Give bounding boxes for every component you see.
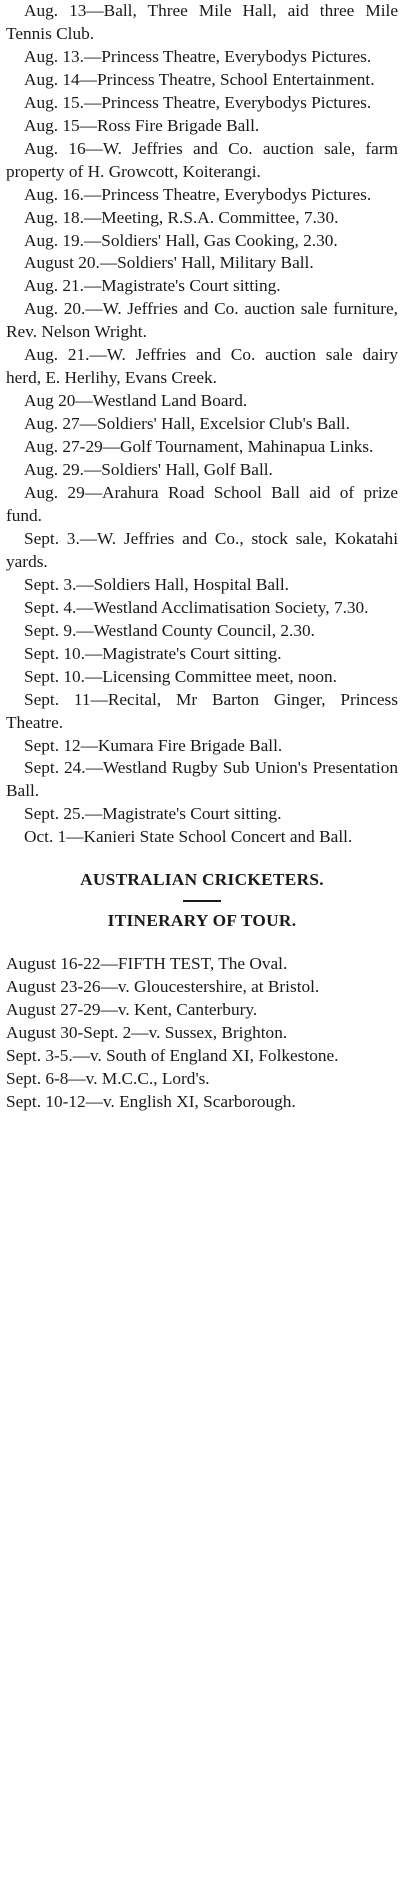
fixture-entry: August 23-26—v. Gloucestershire, at Bristol. bbox=[6, 977, 320, 997]
event-entry: Aug. 18.—Meeting, R.S.A. Committee, 7.30. bbox=[24, 207, 339, 227]
fixture-entry: Sept. 10-12—v. English XI, Scarborough. bbox=[6, 1091, 296, 1111]
event-entry: Aug. 15.—Princess Theatre, Everybodys Pictures. bbox=[24, 92, 372, 112]
event-entry: Aug. 27-29—Golf Tournament, Mahinapua Links. bbox=[24, 437, 374, 457]
event-entry: Aug. 29.—Soldiers' Hall, Golf Ball. bbox=[24, 460, 273, 480]
event-entry: Aug. 13—Ball, Three Mile Hall, aid three Mile Tennis Club. bbox=[6, 1, 398, 43]
cricket-section bbox=[6, 869, 398, 1114]
newspaper-column bbox=[6, 0, 398, 1114]
section-heading: AUSTRALIAN CRICKETERS. bbox=[80, 870, 324, 890]
event-entry: Aug. 21.—W. Jeffries and Co. auction sale dairy herd, E. Herlihy, Evans Creek. bbox=[6, 345, 398, 388]
event-entry: Sept. 3.—W. Jeffries and Co., stock sale, Kokatahi yards. bbox=[6, 528, 398, 571]
event-entry: Aug 20—Westland Land Board. bbox=[24, 391, 248, 411]
event-entry: Aug. 16.—Princess Theatre, Everybodys Pictures. bbox=[24, 184, 372, 204]
event-entry: Sept. 11—Recital, Mr Barton Ginger, Princess Theatre. bbox=[6, 689, 398, 732]
event-entry: Sept. 24.—Westland Rugby Sub Union's Presentation Ball. bbox=[6, 758, 398, 801]
fixture-entry: Sept. 6-8—v. M.C.C., Lord's. bbox=[6, 1068, 210, 1088]
divider bbox=[183, 900, 221, 902]
fixture-entry: August 16-22—FIFTH TEST, The Oval. bbox=[6, 954, 288, 974]
event-entry: Oct. 1—Kanieri State School Concert and Ball. bbox=[24, 827, 353, 847]
fixture-entry: Sept. 3-5.—v. South of England XI, Folkestone. bbox=[6, 1045, 339, 1065]
event-entry: Aug. 16—W. Jeffries and Co. auction sale, farm property of H. Growcott, Koiterangi. bbox=[6, 138, 398, 181]
event-entry: Aug. 15—Ross Fire Brigade Ball. bbox=[24, 115, 260, 135]
section-subheading: ITINERARY OF TOUR. bbox=[107, 911, 297, 931]
event-entry: Sept. 25.—Magistrate's Court sitting. bbox=[24, 804, 282, 824]
event-entry: Aug. 19.—Soldiers' Hall, Gas Cooking, 2.30. bbox=[24, 230, 338, 250]
event-entry: Sept. 10.—Magistrate's Court sitting. bbox=[24, 643, 282, 663]
event-entry: Aug. 27—Soldiers' Hall, Excelsior Club's Ball. bbox=[24, 414, 350, 434]
fixture-entry: August 27-29—v. Kent, Canterbury. bbox=[6, 1000, 258, 1020]
event-entry: Aug. 20.—W. Jeffries and Co. auction sale furniture, Rev. Nelson Wright. bbox=[6, 299, 398, 342]
fixture-entry: August 30-Sept. 2—v. Sussex, Brighton. bbox=[6, 1023, 288, 1043]
event-entry: Aug. 14—Princess Theatre, School Entertainment. bbox=[24, 69, 375, 89]
event-entry: Aug. 29—Arahura Road School Ball aid of prize fund. bbox=[6, 483, 398, 525]
event-entry: August 20.—Soldiers' Hall, Military Ball. bbox=[24, 253, 314, 273]
event-entry: Sept. 10.—Licensing Committee meet, noon. bbox=[24, 666, 337, 686]
event-entry: Aug. 21.—Magistrate's Court sitting. bbox=[24, 276, 281, 296]
event-entry: Sept. 3.—Soldiers Hall, Hospital Ball. bbox=[24, 574, 289, 594]
event-entry: Sept. 9.—Westland County Council, 2.30. bbox=[24, 620, 315, 640]
spacer bbox=[6, 933, 398, 953]
event-entry: Sept. 4.—Westland Acclimatisation Society, 7.30. bbox=[24, 597, 369, 617]
event-entry: Aug. 13.—Princess Theatre, Everybodys Pictures. bbox=[24, 46, 372, 66]
event-entry: Sept. 12—Kumara Fire Brigade Ball. bbox=[24, 735, 283, 755]
events-list bbox=[6, 0, 398, 849]
